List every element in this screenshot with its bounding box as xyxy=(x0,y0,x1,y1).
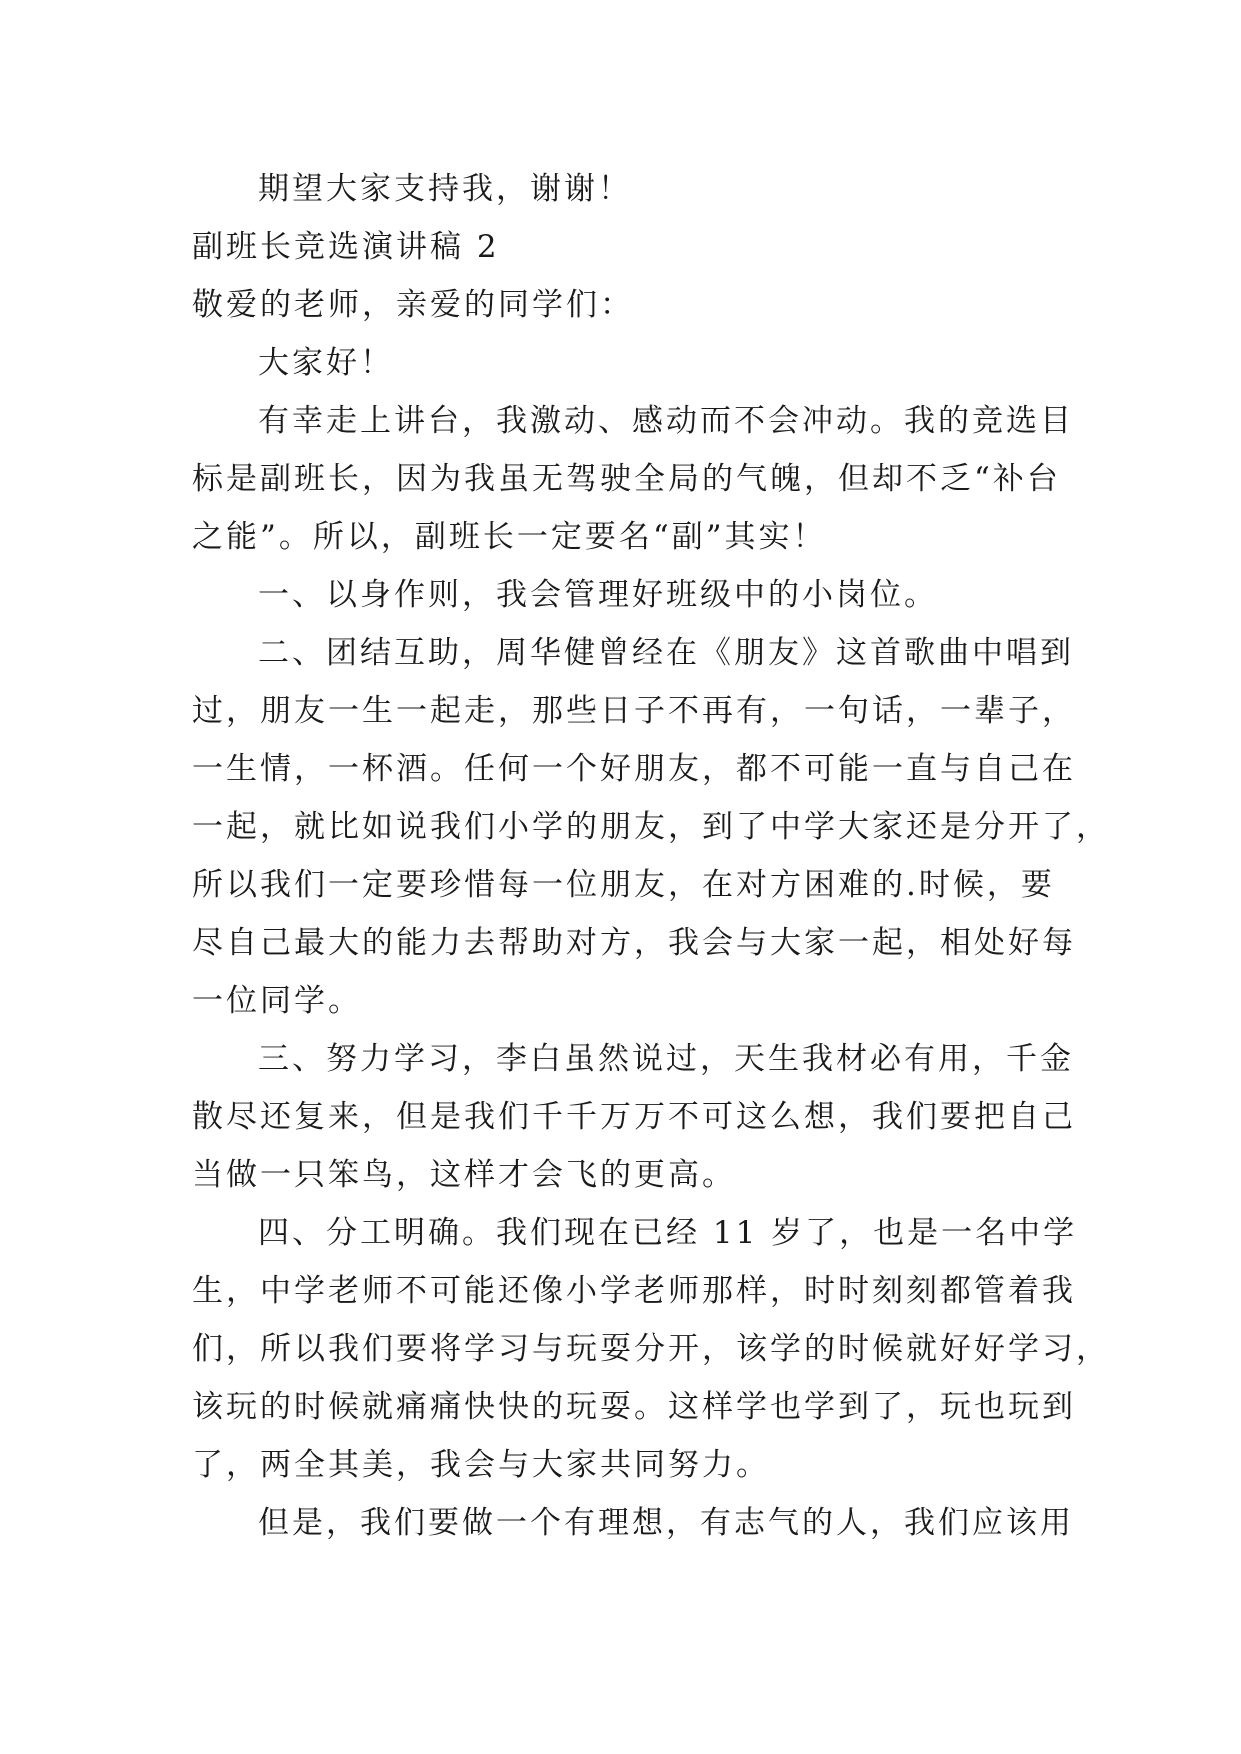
text-line: 了，两全其美，我会与大家共同努力。 xyxy=(192,1447,770,1483)
text-line: 尽自己最大的能力去帮助对方，我会与大家一起，相处好每 xyxy=(192,925,1076,961)
text-line: 一位同学。 xyxy=(192,983,362,1019)
text-line: 但是，我们要做一个有理想，有志气的人，我们应该用 xyxy=(258,1505,1074,1541)
salutation: 敬爱的老师，亲爱的同学们： xyxy=(192,287,634,323)
text-line: 该玩的时候就痛痛快快的玩耍。这样学也学到了，玩也玩到 xyxy=(192,1389,1076,1425)
text-line: 们，所以我们要将学习与玩耍分开，该学的时候就好好学习， xyxy=(192,1331,1110,1367)
document-body xyxy=(192,160,1110,1552)
text-line: 四、分工明确。我们现在已经 11 岁了，也是一名中学 xyxy=(258,1215,1078,1251)
text-line: 当做一只笨鸟，这样才会飞的更高。 xyxy=(192,1157,736,1193)
paragraph-closing-thanks: 期望大家支持我，谢谢！ xyxy=(258,171,632,207)
text-line: 之能”。所以，副班长一定要名“副”其实！ xyxy=(192,519,827,555)
text-line: 散尽还复来，但是我们千千万万不可这么想，我们要把自己 xyxy=(192,1099,1076,1135)
text-line: 过，朋友一生一起走，那些日子不再有，一句话，一辈子， xyxy=(192,693,1076,729)
text-line: 有幸走上讲台，我激动、感动而不会冲动。我的竞选目 xyxy=(258,403,1074,439)
greeting: 大家好！ xyxy=(258,345,394,381)
text-line: 二、团结互助，周华健曾经在《朋友》这首歌曲中唱到 xyxy=(258,635,1074,671)
text-line: 所以我们一定要珍惜每一位朋友，在对方困难的.时候，要 xyxy=(192,867,1055,903)
text-line: 一生情，一杯酒。任何一个好朋友，都不可能一直与自己在 xyxy=(192,751,1076,787)
text-line: 三、努力学习，李白虽然说过，天生我材必有用，千金 xyxy=(258,1041,1074,1077)
text-line: 一起，就比如说我们小学的朋友，到了中学大家还是分开了， xyxy=(192,809,1110,845)
text-line: 一、以身作则，我会管理好班级中的小岗位。 xyxy=(258,577,938,613)
text-line: 生，中学老师不可能还像小学老师那样，时时刻刻都管着我 xyxy=(192,1273,1076,1309)
text-line: 标是副班长，因为我虽无驾驶全局的气魄，但却不乏“补台 xyxy=(192,461,1061,497)
section-heading: 副班长竞选演讲稿 2 xyxy=(192,229,500,265)
